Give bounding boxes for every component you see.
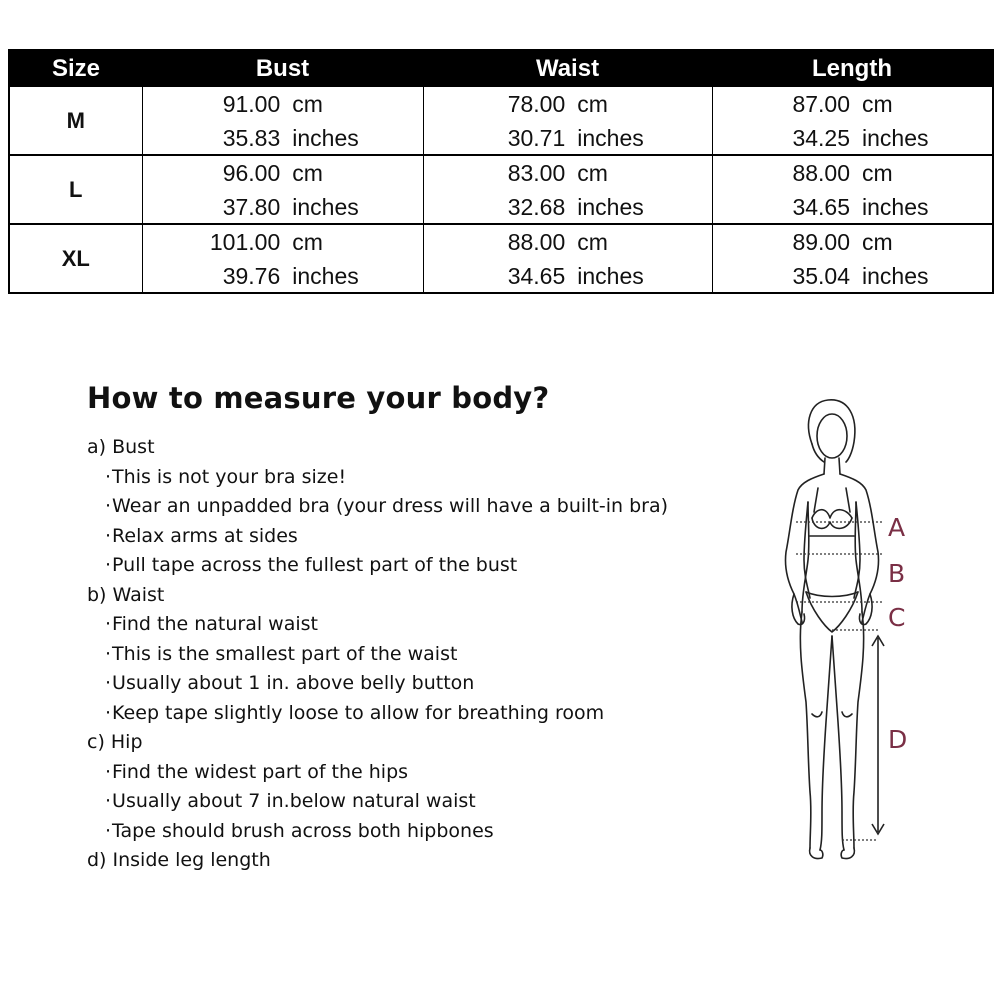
section-title: b) Waist — [87, 583, 165, 606]
measure-guide — [87, 378, 767, 876]
section-title: d) Inside leg length — [87, 849, 271, 871]
guide-section-bust — [87, 433, 767, 581]
unit-inches: inches — [577, 262, 644, 289]
list-item: ·Relax arms at sides — [105, 524, 298, 547]
unit-cm: cm — [577, 90, 608, 117]
bust-cm-value: 91.00 — [222, 90, 281, 117]
unit-inches: inches — [577, 193, 644, 220]
header-waist: Waist — [423, 50, 712, 87]
bullet: · — [105, 672, 112, 694]
bust-cell — [142, 155, 423, 224]
table-row — [9, 87, 993, 155]
unit-cm: cm — [292, 90, 323, 117]
waist-cell — [423, 224, 712, 293]
body-outline-illustration — [768, 392, 918, 882]
figure-label-a: A — [888, 513, 906, 542]
table-row — [9, 224, 993, 293]
bust-inch-value: 37.80 — [222, 193, 281, 220]
unit-cm: cm — [292, 159, 323, 186]
waist-cell — [423, 87, 712, 155]
unit-cm: cm — [577, 159, 608, 186]
bullet: · — [105, 554, 112, 576]
waist-cm-value: 88.00 — [507, 228, 566, 255]
size-label: L — [9, 155, 142, 224]
bullet: · — [105, 613, 112, 635]
length-cm-value: 89.00 — [792, 228, 850, 255]
unit-inches: inches — [862, 193, 929, 220]
unit-cm: cm — [862, 228, 893, 255]
bullet: · — [105, 495, 112, 517]
figure-label-d: D — [888, 725, 908, 754]
length-cell — [712, 87, 993, 155]
list-item: ·This is not your bra size! — [105, 465, 347, 488]
figure-label-b: B — [888, 559, 906, 588]
list-item: ·Pull tape across the fullest part of the bust — [105, 554, 518, 576]
unit-cm: cm — [292, 228, 323, 255]
unit-inches: inches — [862, 124, 929, 151]
list-item: ·Tape should brush across both hipbones — [105, 819, 494, 842]
unit-inches: inches — [862, 262, 929, 289]
length-cell — [712, 155, 993, 224]
bust-inch-value: 35.83 — [222, 124, 281, 151]
unit-inches: inches — [292, 193, 359, 220]
guide-title: How to measure your body? — [87, 381, 550, 415]
waist-inch-value: 32.68 — [507, 193, 566, 220]
bust-cell — [142, 224, 423, 293]
size-label: M — [9, 87, 142, 155]
body-measurement-figure — [768, 392, 918, 882]
size-chart-table — [8, 49, 994, 294]
bullet: · — [105, 465, 112, 488]
bullet: · — [105, 524, 112, 547]
header-length: Length — [712, 50, 993, 87]
list-item: ·This is the smallest part of the waist — [105, 642, 458, 665]
list-item: ·Wear an unpadded bra (your dress will have a built-in bra) — [105, 495, 669, 517]
figure-label-c: C — [888, 603, 906, 632]
list-item: ·Find the widest part of the hips — [105, 760, 409, 783]
waist-inch-value: 30.71 — [507, 124, 566, 151]
bullet: · — [105, 701, 112, 724]
length-inch-value: 35.04 — [792, 262, 850, 289]
list-item: ·Find the natural waist — [105, 613, 318, 635]
section-title: c) Hip — [87, 731, 143, 753]
unit-cm: cm — [862, 159, 893, 186]
waist-cell — [423, 155, 712, 224]
waist-cm-value: 83.00 — [507, 159, 566, 186]
waist-cm-value: 78.00 — [507, 90, 566, 117]
length-cm-value: 87.00 — [792, 90, 850, 117]
guide-section-hip — [87, 728, 767, 846]
table-row — [9, 155, 993, 224]
waist-inch-value: 34.65 — [507, 262, 566, 289]
bullet: · — [105, 819, 112, 842]
guide-section-inside-leg — [87, 846, 767, 876]
bust-cell — [142, 87, 423, 155]
unit-inches: inches — [577, 124, 644, 151]
header-bust: Bust — [142, 50, 423, 87]
header-size: Size — [9, 50, 142, 87]
list-item: ·Usually about 1 in. above belly button — [105, 672, 475, 694]
bullet: · — [105, 760, 112, 783]
guide-section-waist — [87, 581, 767, 729]
size-chart-header-row — [9, 50, 993, 87]
bust-cm-value: 96.00 — [222, 159, 281, 186]
list-item: ·Usually about 7 in.below natural waist — [105, 790, 476, 812]
section-title: a) Bust — [87, 436, 155, 458]
length-inch-value: 34.25 — [792, 124, 850, 151]
unit-inches: inches — [292, 124, 359, 151]
unit-cm: cm — [862, 90, 893, 117]
list-item: ·Keep tape slightly loose to allow for breathing room — [105, 701, 605, 724]
size-label: XL — [9, 224, 142, 293]
unit-cm: cm — [577, 228, 608, 255]
bust-cm-value: 101.00 — [209, 228, 281, 255]
bullet: · — [105, 642, 112, 665]
length-cm-value: 88.00 — [792, 159, 850, 186]
length-inch-value: 34.65 — [792, 193, 850, 220]
bullet: · — [105, 790, 112, 812]
length-cell — [712, 224, 993, 293]
bust-inch-value: 39.76 — [222, 262, 281, 289]
unit-inches: inches — [292, 262, 359, 289]
